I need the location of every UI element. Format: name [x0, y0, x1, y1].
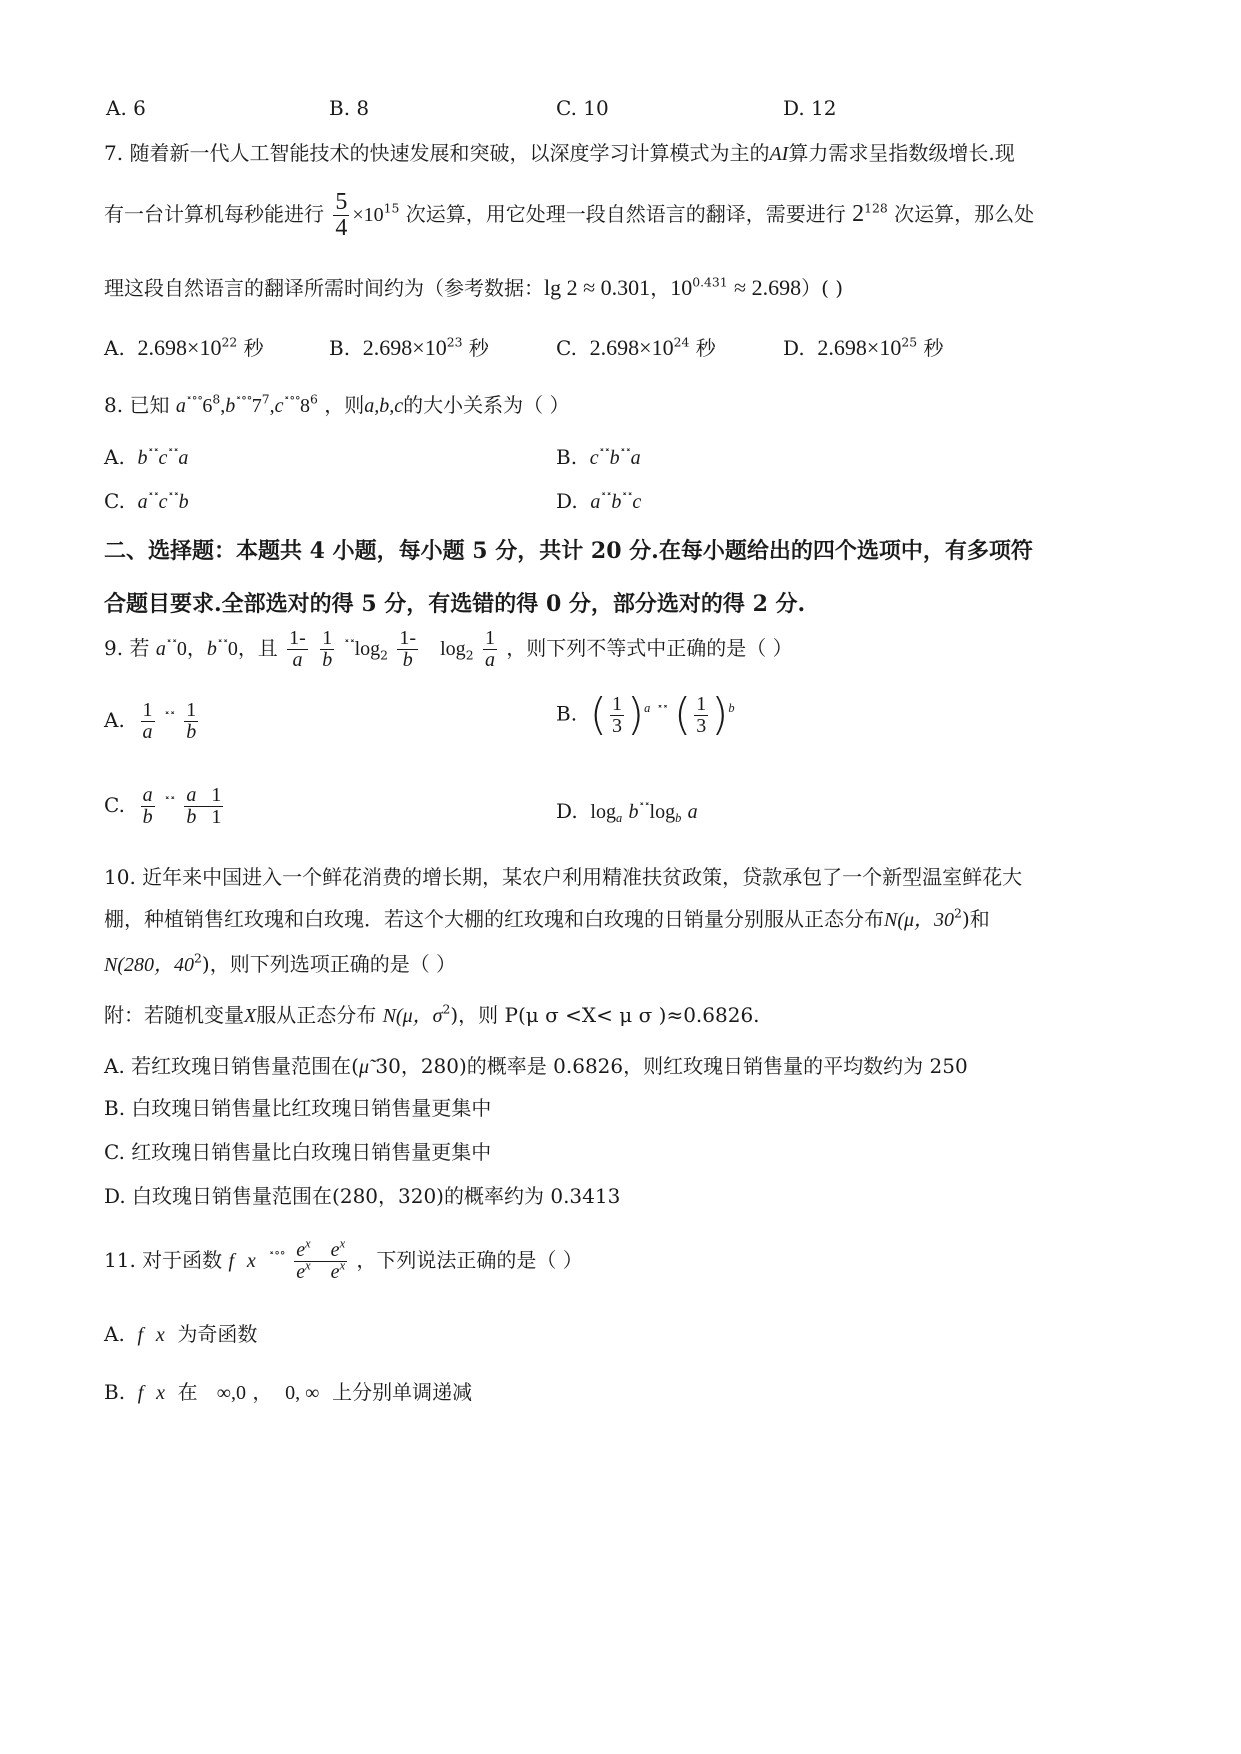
- q7-option-a: A. $2.698\times 10^{22}$ 秒: [104, 334, 264, 360]
- q7-line3: 理这段自然语言的翻译所需时间约为（参考数据：lg 2 ≈ 0.301，$10^{0.431} \approx 2.698$）( ): [104, 274, 844, 300]
- q11-option-a: A. f x 为奇函数: [104, 1322, 258, 1346]
- q9-frac-log-b: $\frac{1-}{b}$: [399, 627, 417, 671]
- q9-frac-log-a: $\frac{1}{a}$: [484, 627, 495, 671]
- q9-option-b: B. ( $\frac{1}{3}$ )$^a$ ˟˟ ( $\frac{1}{3}$ )$^b$: [556, 689, 735, 740]
- q10-line2: 棚，种植销售红玫瑰和白玫瑰．若这个大棚的红玫瑰和白玫瑰的日销量分别服从正态分布N(μ，$30^2$)和: [104, 905, 990, 931]
- q6-option-c: C. 10: [556, 96, 609, 120]
- q8-option-d: D. a˟˟b˟˟c: [556, 489, 642, 513]
- q10-option-d: D. 白玫瑰日销售量范围在(280，320)的概率约为 0.3413: [104, 1184, 621, 1208]
- q10-note: 附：若随机变量X服从正态分布 N(μ，$\sigma^2$)，则 P(μ σ <X< μ σ )≈0.6826.: [104, 1001, 760, 1027]
- q6-option-d: D. 12: [783, 96, 837, 120]
- q6-option-b: B. 8: [329, 96, 370, 120]
- q7-fraction: $\frac{5}{4}$: [335, 189, 348, 242]
- q6-option-a: A. 6: [106, 96, 146, 120]
- section2-heading-line1: 二、选择题：本题共 4 小题，每小题 5 分，共计 20 分.在每小题给出的四个选项中，有多项符: [104, 538, 1033, 564]
- q7-option-d: D. $2.698\times 10^{25}$ 秒: [783, 334, 944, 360]
- q8-option-c: C. a˟˟c˟˟b: [104, 489, 189, 513]
- q7-option-b: B. $2.698\times 10^{23}$ 秒: [329, 334, 489, 360]
- q10-option-c: C. 红玫瑰日销售量比白玫瑰日销售量更集中: [104, 1140, 492, 1164]
- q7-line2: 有一台计算机每秒能进行 $\frac{5}{4}$ $\times 10^{15}$ 次运算，用它处理一段自然语言的翻译，需要进行 $2^{128}$ 次运算，那么处: [104, 189, 1035, 242]
- q9-frac-1-over-a: $\frac{1-}{a}$: [289, 627, 306, 671]
- q10-option-a: A. 若红玫瑰日销售量范围在(μ̃ 30，280)的概率是 0.6826，则红玫瑰日销售量的平均数约为 250: [104, 1054, 968, 1078]
- q7-line1: 7. 随着新一代人工智能技术的快速发展和突破，以深度学习计算模式为主的AI算力需求呈指数级增长.现: [104, 141, 1015, 165]
- q7-option-c: C. $2.698\times 10^{24}$ 秒: [556, 334, 716, 360]
- q10-option-b: B. 白玫瑰日销售量比红玫瑰日销售量更集中: [104, 1096, 492, 1120]
- q8-stem: 8. 已知 $a^{˟˚˚}6^8,b^{˟˚˚}7^7,c^{˟˚˚}8^6$ ，则a,b,c的大小关系为（ ）: [104, 391, 570, 417]
- q11-option-b: B. f x 在 ∞,0 ， 0, ∞ 上分别单调递减: [104, 1380, 473, 1404]
- q9-option-d: D. $\log_a b^{˟˟}\log_b$ a: [556, 799, 698, 826]
- q9-frac-1-over-b: $\frac{1}{b}$: [322, 627, 333, 671]
- q11-function-fraction: $\frac{e^x e^x}{e^x e^x}$: [296, 1236, 346, 1283]
- q9-option-c: C. $\frac{a}{b}$ ˟˟ $\frac{a 1}{b 1}$: [104, 784, 222, 828]
- q8-option-a: A. b˟˟c˟˟a: [104, 445, 189, 469]
- q10-line3: N(280，$40^2$)，则下列选项正确的是（ ）: [104, 950, 457, 976]
- q11-stem: 11. 对于函数 f x ˟˚˚ $\frac{e^x e^x}{e^x e^x}$ ，下列说法正确的是（ ）: [104, 1236, 583, 1283]
- section2-heading-line2: 合题目要求.全部选对的得 5 分，有选错的得 0 分，部分选对的得 2 分.: [104, 591, 806, 617]
- q9-stem: 9. 若 a˟˟0，b˟˟0，且 $\frac{1-}{a}$ $\frac{1}{b}$ $^{˟˟}\log_2$ $\frac{1-}{b}$ $\log_2$ $\frac{1}{a}$ ，则下列不等式中正确的是（ ）: [104, 627, 793, 671]
- q10-line1: 10. 近年来中国进入一个鲜花消费的增长期，某农户利用精准扶贫政策，贷款承包了一个新型温室鲜花大: [104, 865, 1023, 889]
- q8-option-b: B. c˟˟b˟˟a: [556, 445, 641, 469]
- q9-option-a: A. $\frac{1}{a}$ ˟˟ $\frac{1}{b}$: [104, 699, 197, 743]
